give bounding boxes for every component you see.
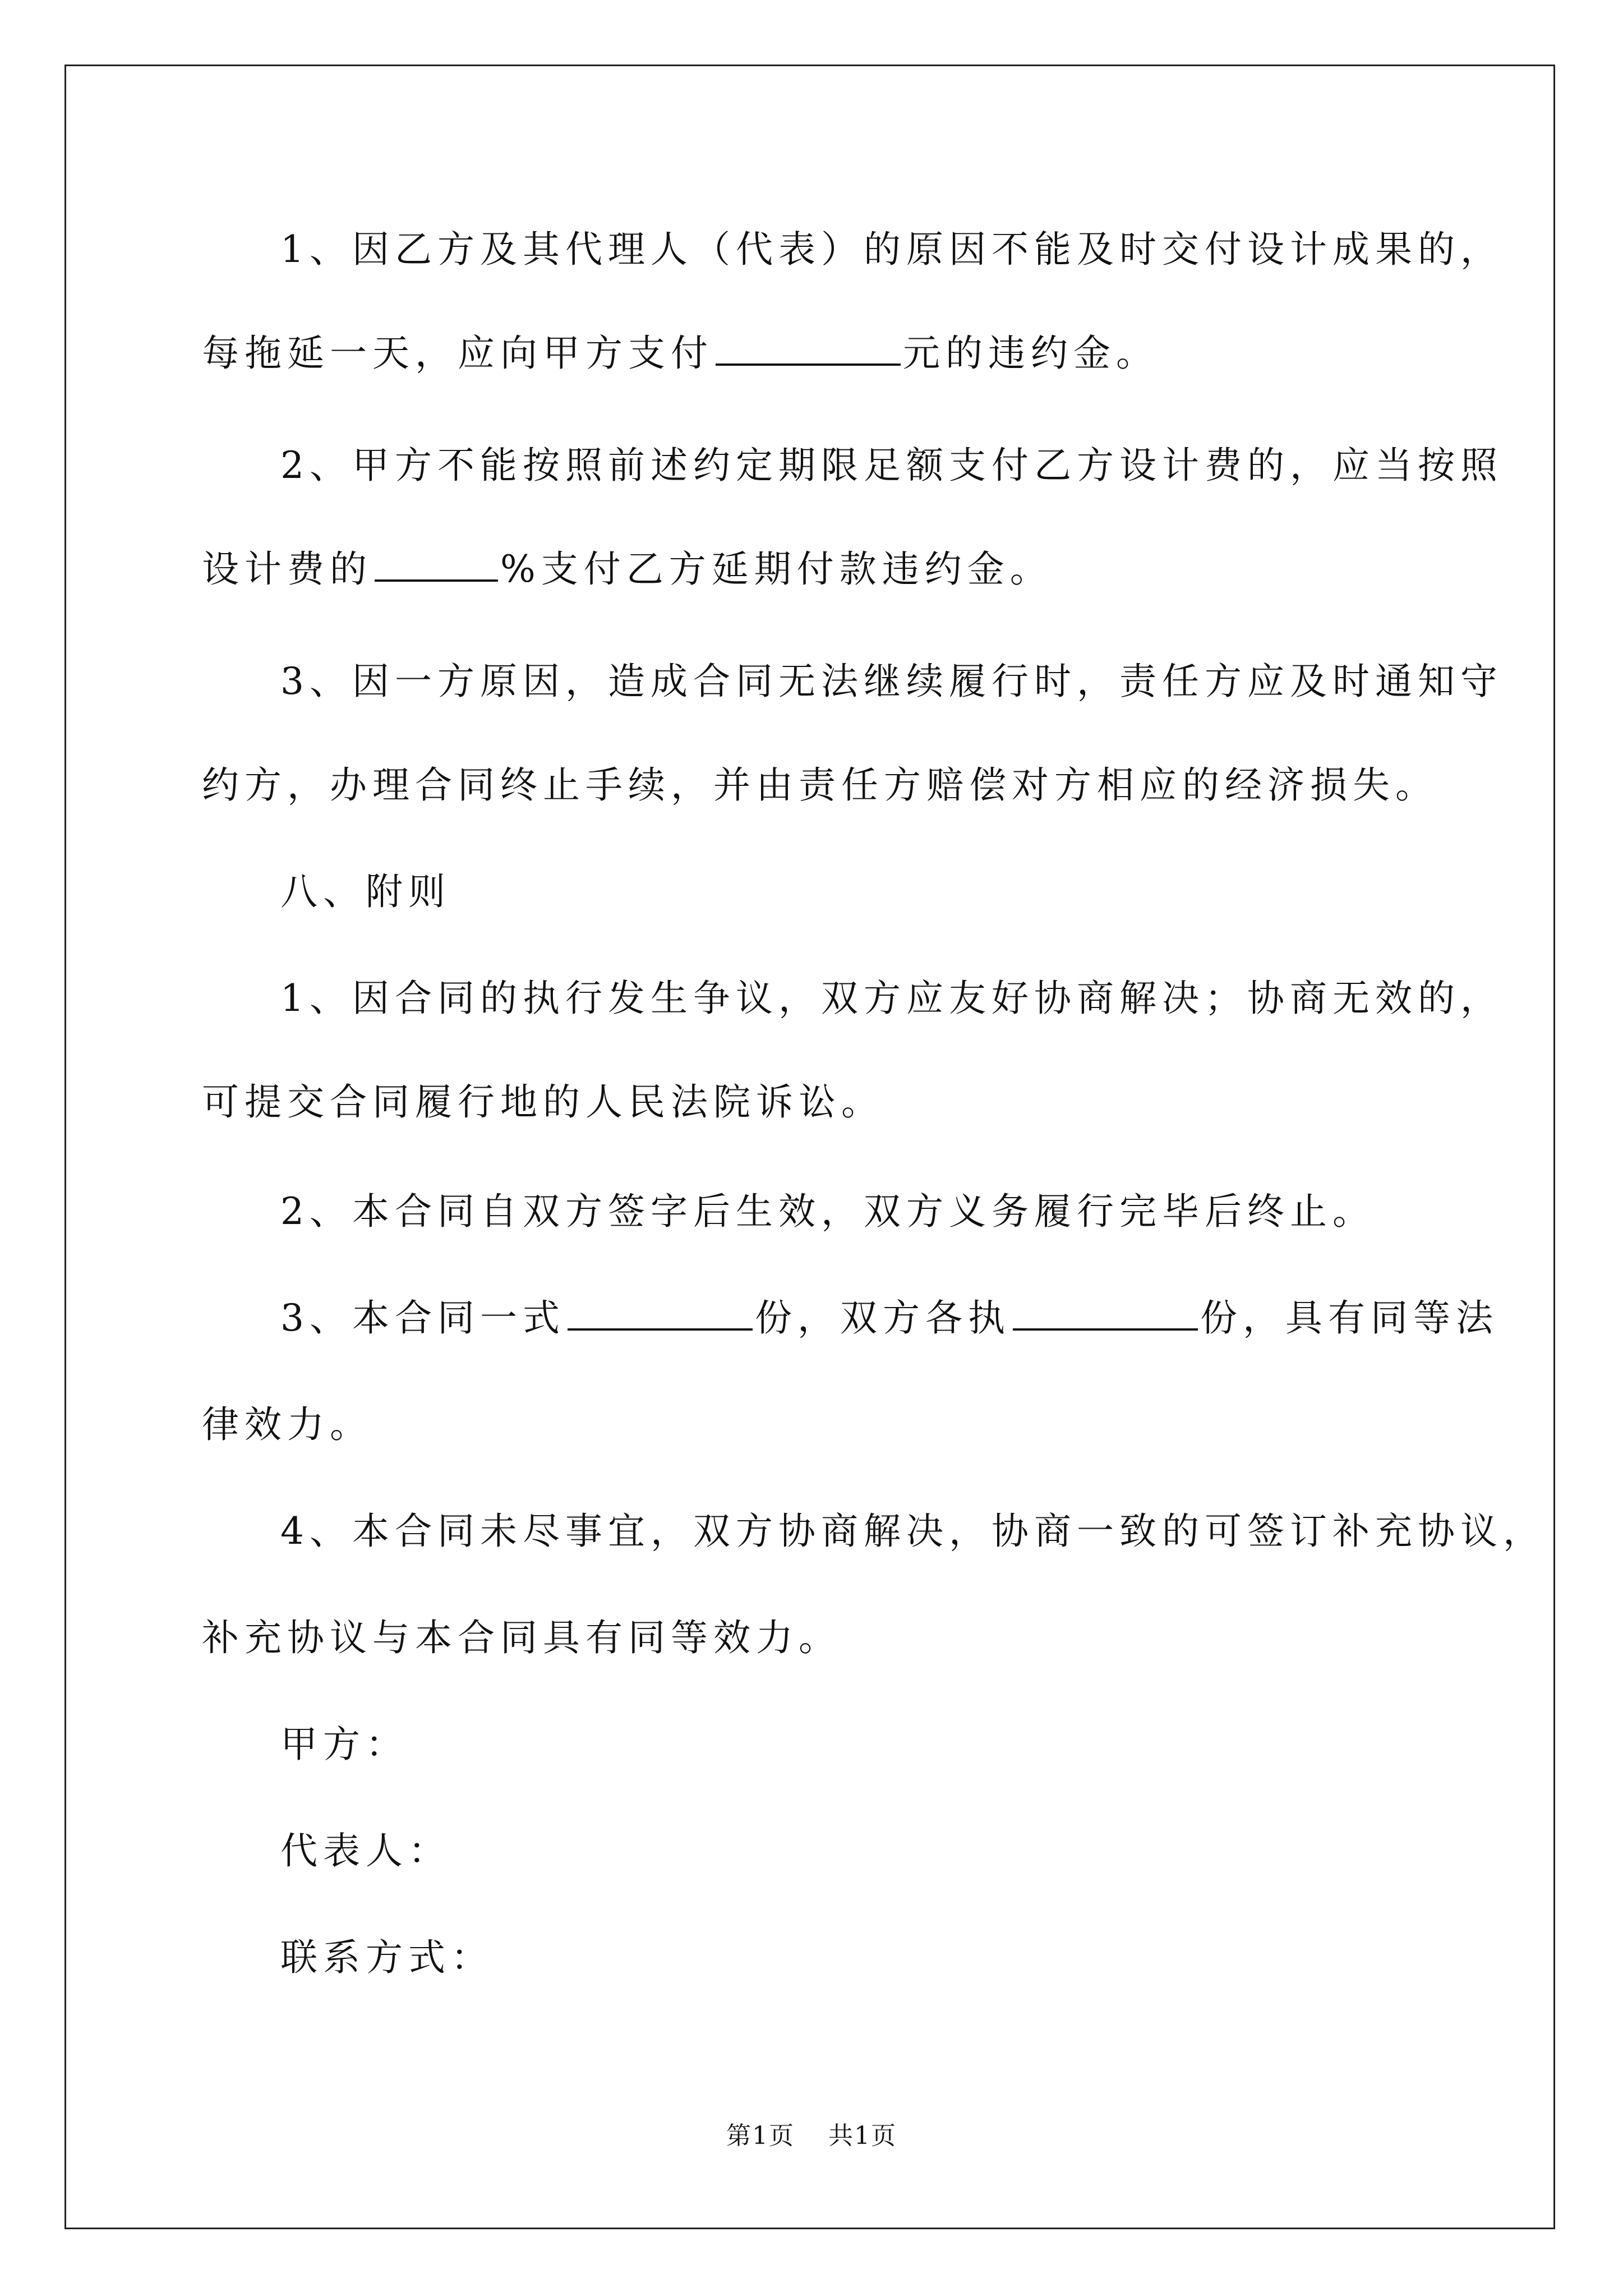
clause-8-3-line-1 [280,1296,1498,1341]
clause-8-4-line-2: 补充协议与本合同具有同等效力。 [202,1616,841,1659]
clause-8-3-line-2: 律效力。 [202,1403,372,1446]
clause-7-3-line-1: 3、因一方原因，造成合同无法继续履行时，责任方应及时通知守 [280,660,1503,703]
clause-8-4-line-1: 4、本合同未尽事宜，双方协商解决，协商一致的可签订补充协议， [280,1510,1546,1553]
clause-7-1-line-2 [202,331,1159,376]
clause-7-3-line-2: 约方，办理合同终止手续，并由责任方赔偿对方相应的经济损失。 [202,763,1438,807]
clause-8-1-line-2: 可提交合同履行地的人民法院诉讼。 [202,1080,884,1124]
page-border [64,65,1555,2229]
clause-8-2-line: 2、本合同自双方签字后生效，双方义务履行完毕后终止。 [280,1190,1375,1233]
clause-7-1-text-before-blank: 每拖延一天，应向甲方支付 [202,332,713,375]
clause-7-2-text-after-blank: %支付乙方延期付款违约金。 [500,547,1053,591]
clause-8-3-text-part-3: 份，具有同等法 [1200,1296,1498,1340]
clause-7-2-text-before-blank: 设计费的 [202,547,372,591]
section-8-heading: 八、附则 [280,870,451,913]
page-total: 共1页 [828,2122,897,2150]
representative-label: 代表人： [280,1829,451,1872]
copies-each-blank [1013,1297,1198,1331]
total-copies-blank [568,1297,753,1331]
party-a-label: 甲方： [280,1723,408,1766]
clause-8-3-text-part-2: 份，双方各执 [755,1296,1011,1340]
clause-7-2-line-2 [202,547,1053,592]
penalty-amount-blank [716,332,901,366]
penalty-percent-blank [375,548,498,582]
clause-7-1-text-after-blank: 元的违约金。 [903,332,1159,375]
clause-7-2-line-1: 2、甲方不能按照前述约定期限足额支付乙方设计费的，应当按照 [280,444,1503,487]
clause-7-1-line-1: 1、因乙方及其代理人（代表）的原因不能及时交付设计成果的， [280,228,1503,271]
page-footer [0,2120,1623,2152]
contact-label: 联系方式： [280,1936,494,1979]
clause-8-3-text-part-1: 3、本合同一式 [280,1296,565,1340]
clause-8-1-line-1: 1、因合同的执行发生争议，双方应友好协商解决；协商无效的， [280,977,1503,1020]
page-number: 第1页 [726,2122,795,2150]
